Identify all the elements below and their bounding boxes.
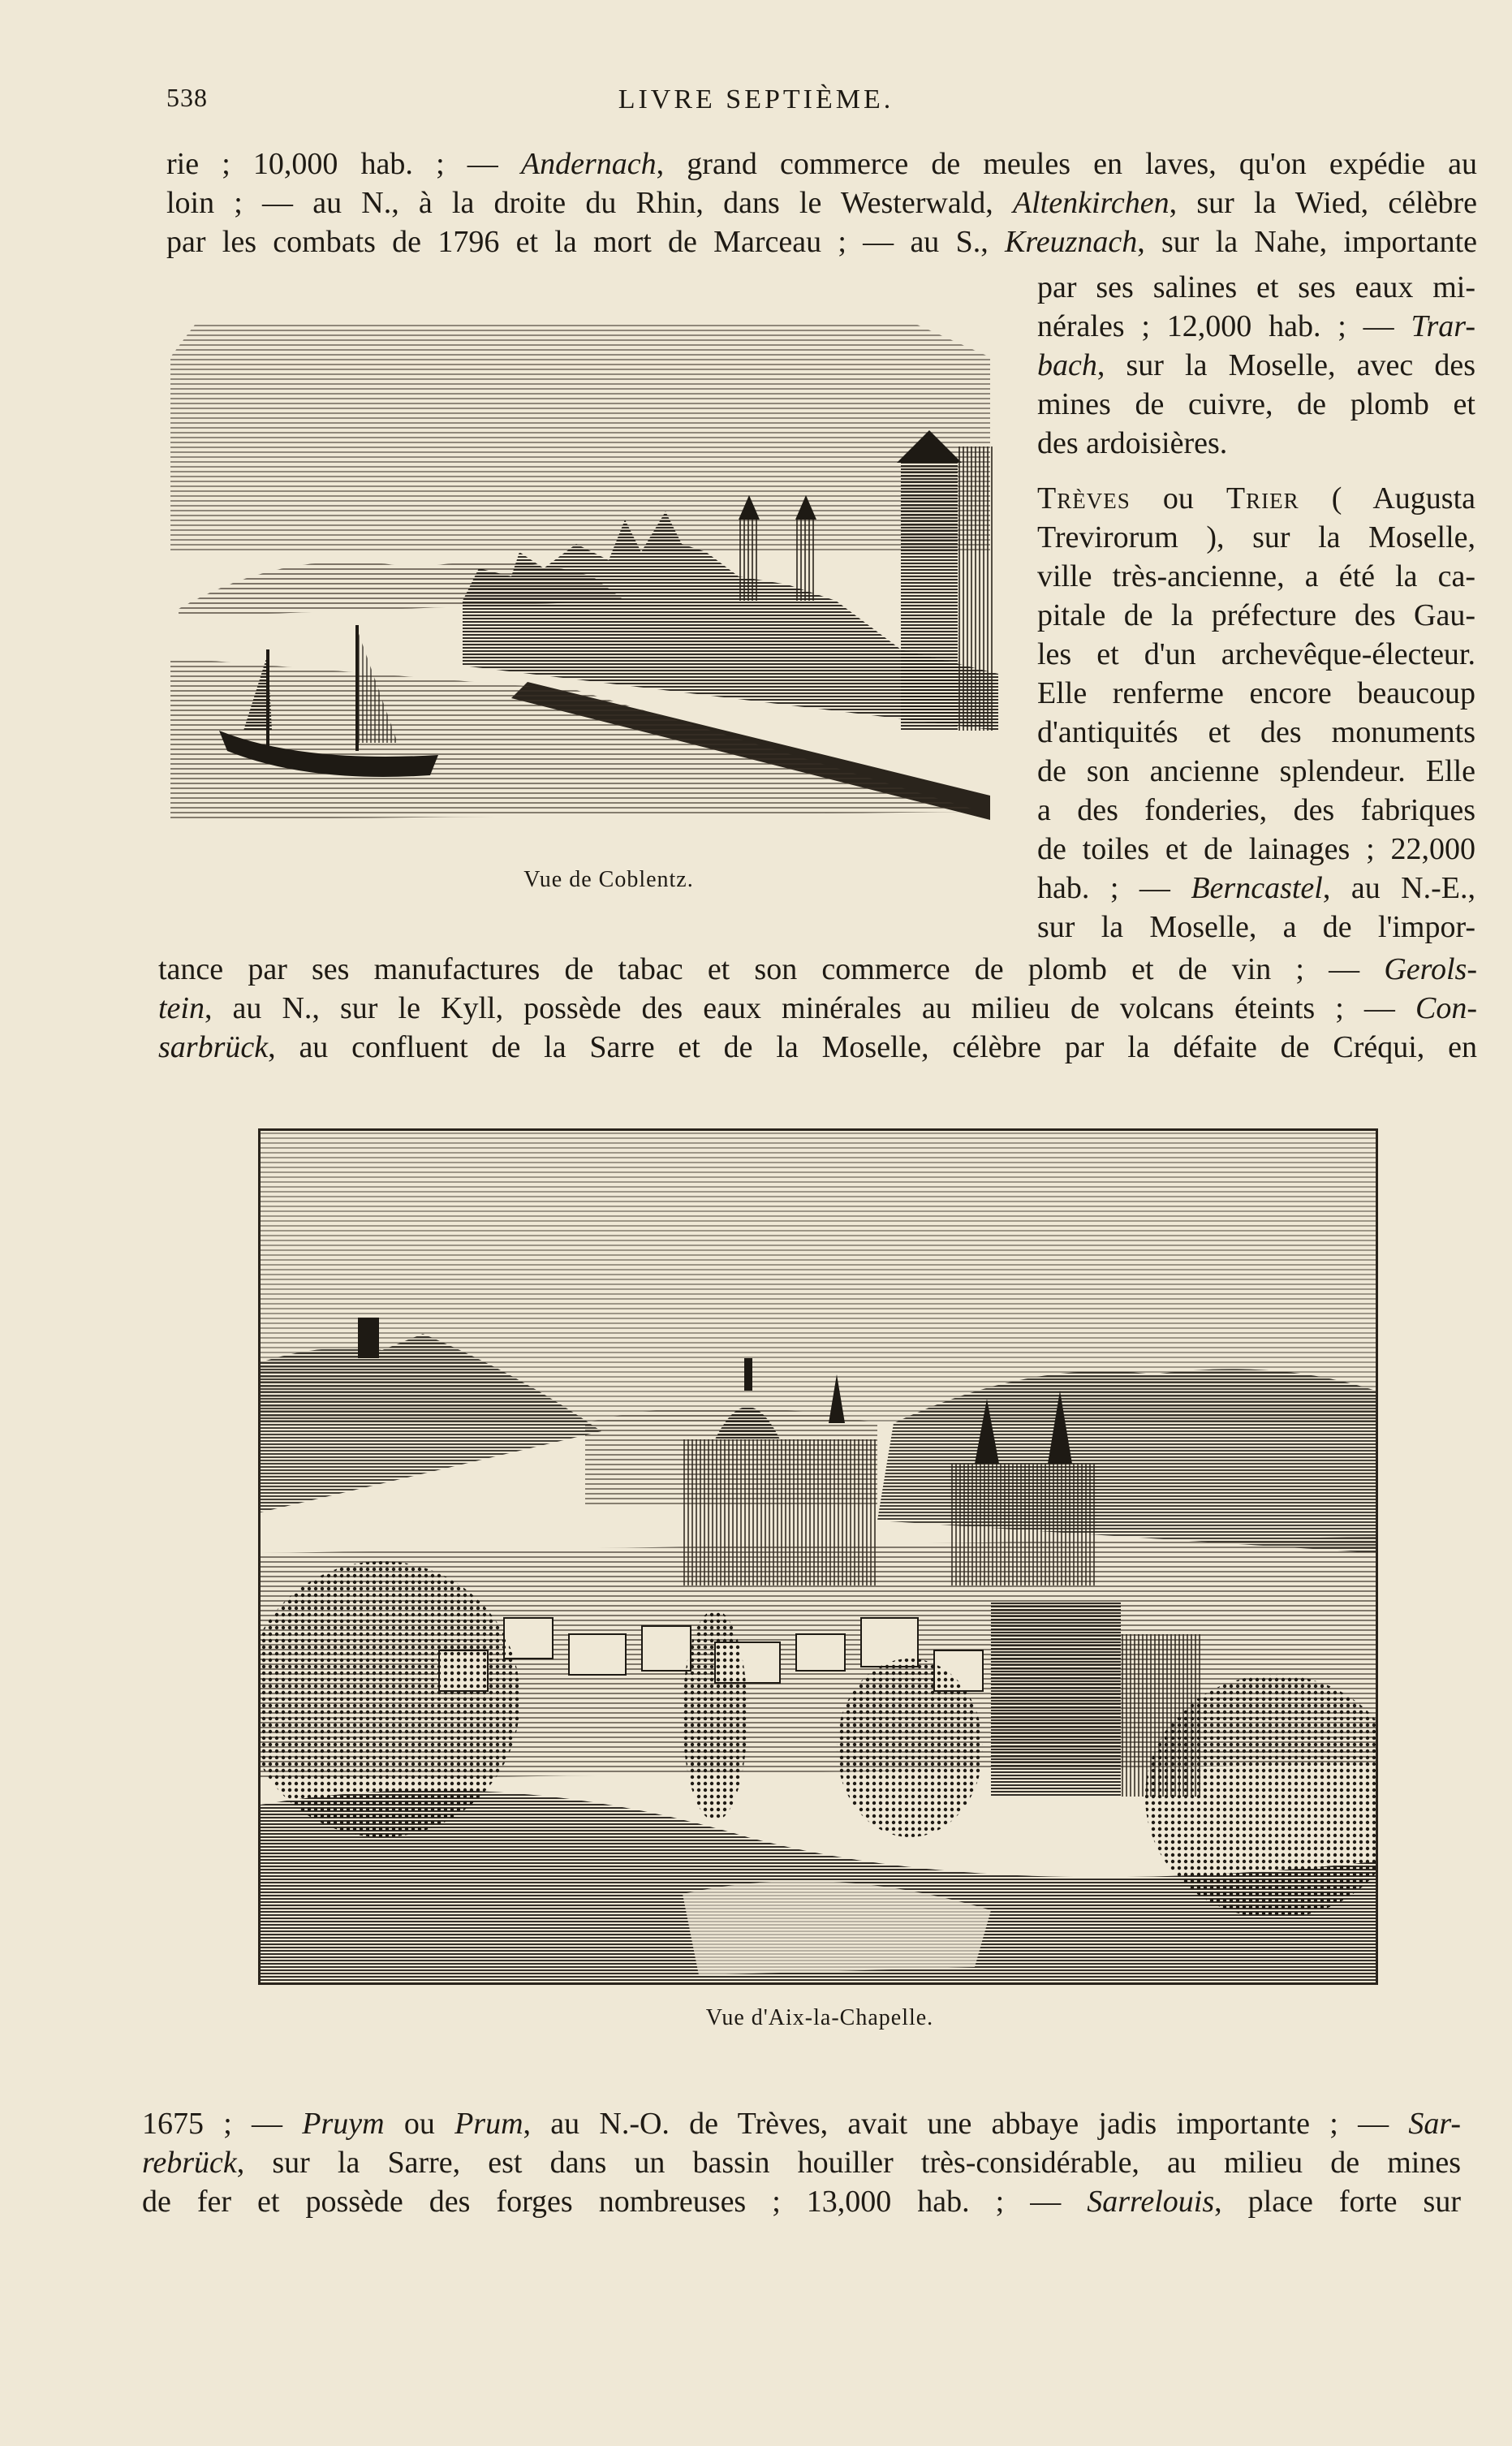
text-line: bach, sur la Moselle, avec des xyxy=(1037,348,1475,382)
text-line: mines de cuivre, de plomb et xyxy=(1037,387,1475,421)
text-line: par les combats de 1796 et la mort de Marceau ; — au S., Kreuznach, sur la Nahe, importante xyxy=(166,225,1477,259)
paragraph-treves xyxy=(1037,479,1475,947)
paragraph-top xyxy=(166,145,1477,261)
caption-aix-la-chapelle: Vue d'Aix-la-Chapelle. xyxy=(705,2005,934,2030)
text-line: sarbrück, au confluent de la Sarre et de la Moselle, célèbre par la défaite de Créqui, en xyxy=(158,1030,1477,1064)
page-number: 538 xyxy=(166,83,208,112)
text-line: loin ; — au N., à la droite du Rhin, dans le Westerwald, Altenkirchen, sur la Wied, célèbre xyxy=(166,186,1478,220)
text-line: des ardoisières. xyxy=(1037,426,1228,460)
paragraph-bottom xyxy=(142,2104,1461,2221)
text-line: par ses salines et ses eaux mi- xyxy=(1037,270,1475,304)
text-line: de fer et possède des forges nombreuses ; 13,000 hab. ; — Sarrelouis, place forte sur xyxy=(142,2185,1461,2219)
text-line: de son ancienne splendeur. Elle xyxy=(1037,754,1475,788)
paragraph-side xyxy=(1037,268,1475,463)
text-line: d'antiquités et des monuments xyxy=(1037,715,1475,749)
text-line: rebrück, sur la Sarre, est dans un bassin houiller très-considérable, au milieu de mines xyxy=(142,2146,1461,2180)
text-line: Elle renferme encore beaucoup xyxy=(1037,676,1475,710)
text-line: les et d'un archevêque-électeur. xyxy=(1037,637,1475,671)
text-line: Trèves ou Trier ( Augusta xyxy=(1037,481,1476,516)
text-line: sur la Moselle, a de l'impor- xyxy=(1037,910,1475,944)
text-line: 1675 ; — Pruym ou Prum, au N.-O. de Trèves, avait une abbaye jadis importante ; — Sar- xyxy=(142,2107,1461,2141)
text-line: tance par ses manufactures de tabac et son commerce de plomb et de vin ; — Gerols- xyxy=(158,952,1477,986)
text-line: pitale de la préfecture des Gau- xyxy=(1037,598,1475,632)
running-head: LIVRE SEPTIÈME. xyxy=(618,84,894,114)
text-line: Trevirorum ), sur la Moselle, xyxy=(1037,520,1475,554)
paragraph-middle xyxy=(158,950,1477,1067)
coblentz-illustration xyxy=(170,308,998,828)
text-line: de toiles et de lainages ; 22,000 xyxy=(1037,832,1475,866)
caption-coblentz: Vue de Coblentz. xyxy=(523,867,694,892)
aix-illustration xyxy=(261,1131,1376,1982)
text-line: a des fonderies, des fabriques xyxy=(1037,793,1475,827)
text-line: hab. ; — Berncastel, au N.-E., xyxy=(1037,871,1475,905)
text-line: tein, au N., sur le Kyll, possède des eaux minérales au milieu de volcans éteints ; — Con- xyxy=(158,991,1477,1025)
text-line: nérales ; 12,000 hab. ; — Trar- xyxy=(1037,309,1475,343)
engraving-aix-la-chapelle xyxy=(258,1128,1378,1985)
text-line: ville très-ancienne, a été la ca- xyxy=(1037,559,1475,593)
engraving-coblentz xyxy=(170,308,998,828)
text-line: rie ; 10,000 hab. ; — Andernach, grand commerce de meules en laves, qu'on expédie au xyxy=(166,147,1478,181)
